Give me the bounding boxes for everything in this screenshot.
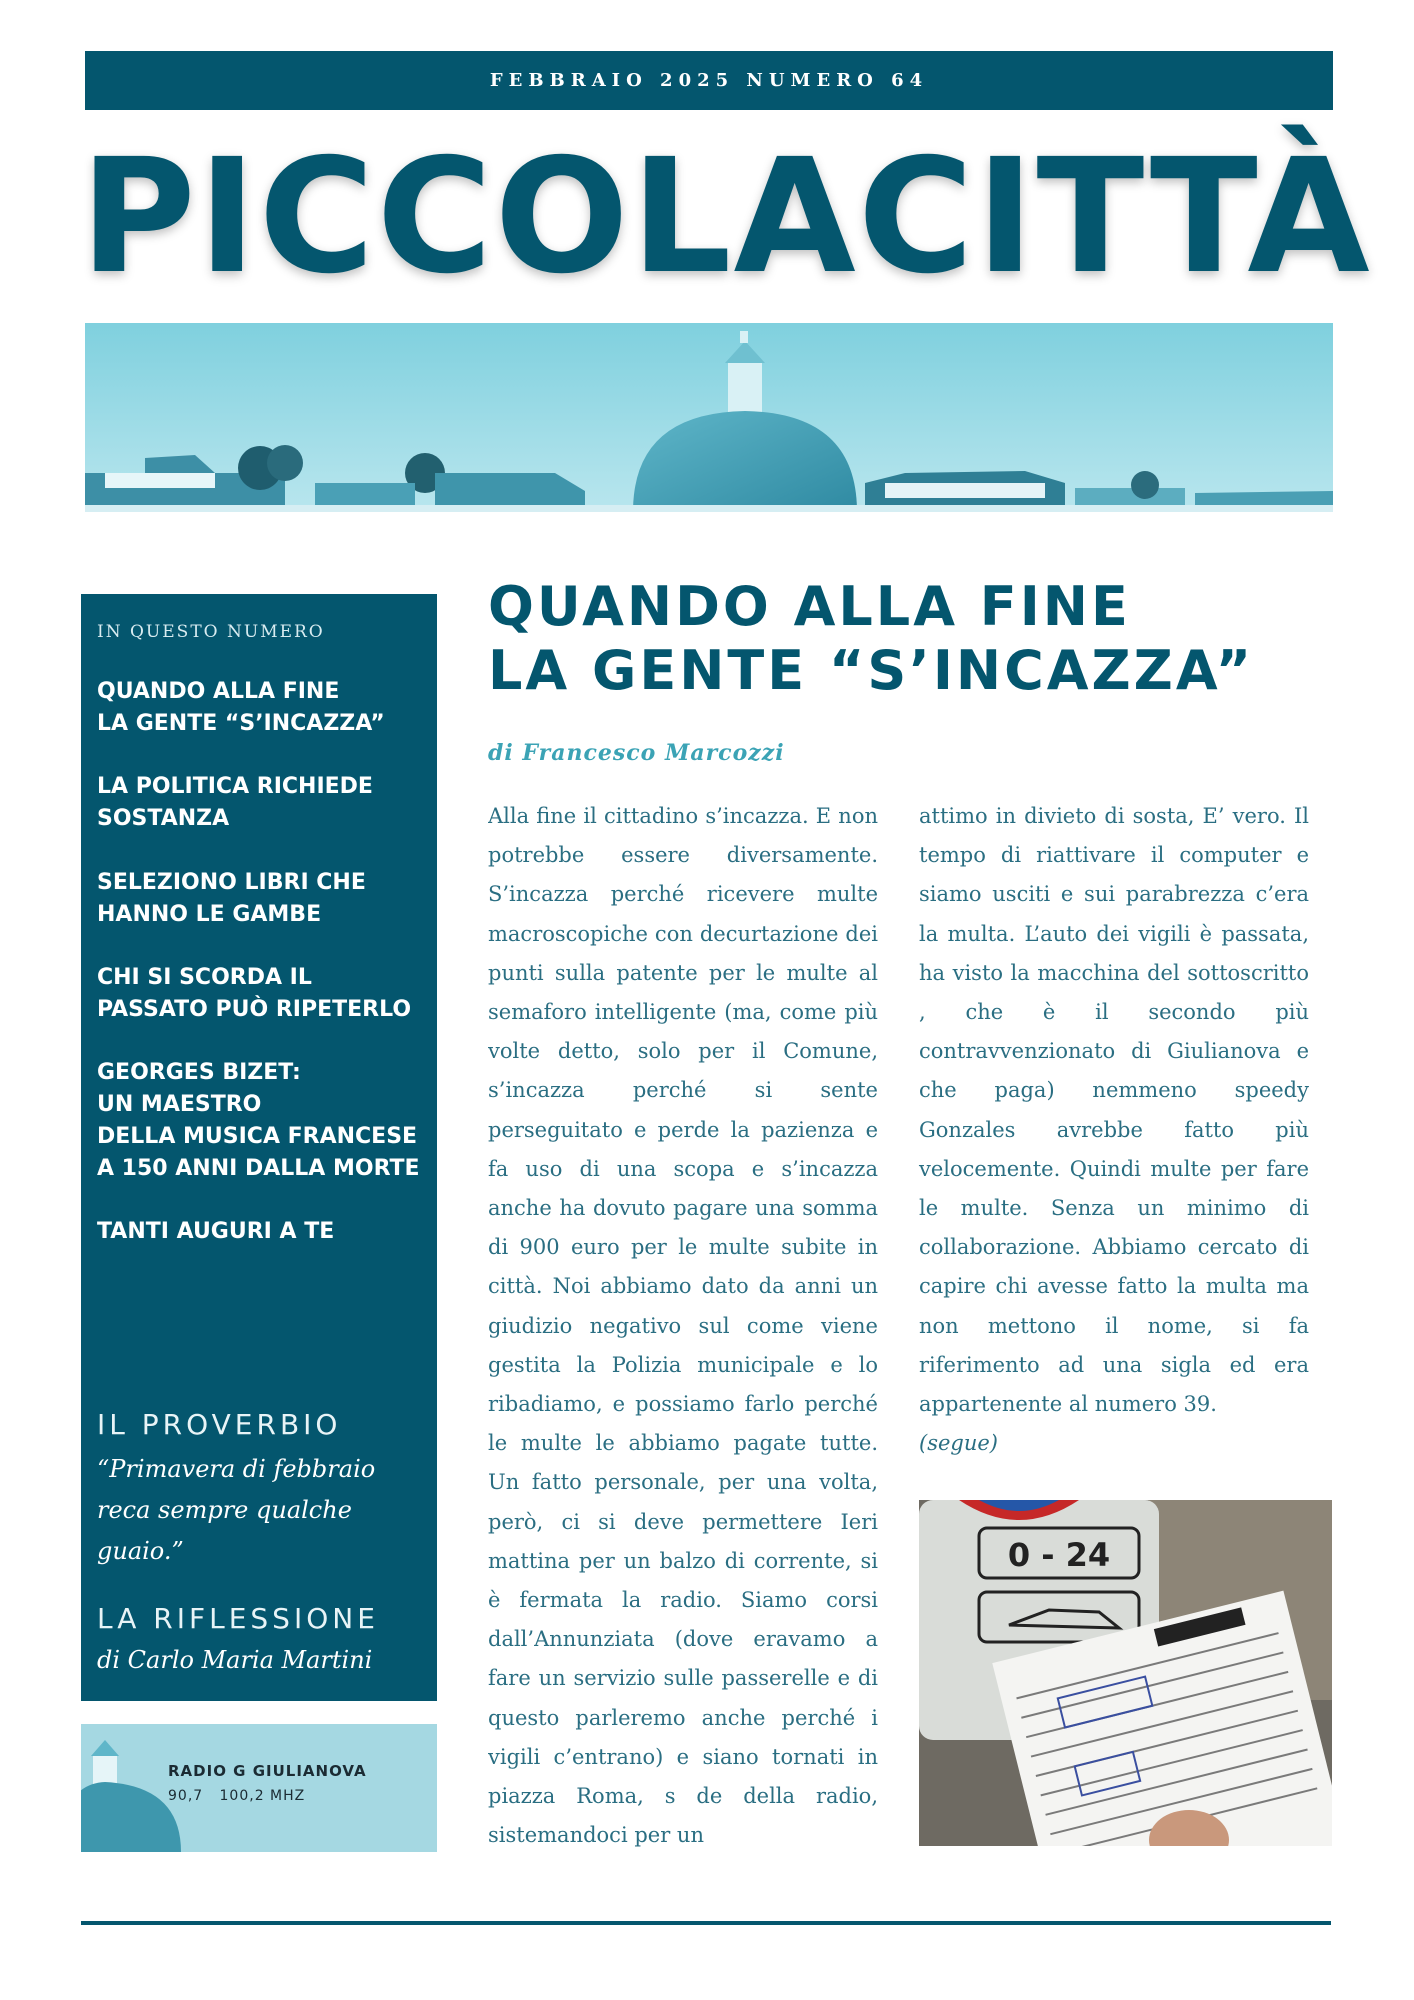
toc-item[interactable]: SELEZIONO LIBRI CHE HANNO LE GAMBE xyxy=(97,870,366,927)
toc-item[interactable]: TANTI AUGURI A TE xyxy=(97,1219,335,1244)
radio-ad xyxy=(81,1724,437,1852)
continues-label: (segue) xyxy=(919,1431,998,1456)
issue-bar xyxy=(85,51,1333,110)
issue-line: FEBBRAIO 2025 NUMERO 64 xyxy=(489,70,929,91)
radio-frequencies: 90,7 100,2 MHZ xyxy=(168,1788,306,1804)
toc-item[interactable]: LA POLITICA RICHIEDE SOSTANZA xyxy=(97,774,373,831)
dome-skyline-picture xyxy=(85,323,1333,512)
riflessione-author: di Carlo Maria Martini xyxy=(97,1646,373,1674)
toc-item[interactable]: CHI SI SCORDA IL PASSATO PUÒ RIPETERLO xyxy=(97,965,412,1022)
footer-divider xyxy=(81,1921,1331,1925)
sidebar-section-label: IN QUESTO NUMERO xyxy=(97,622,325,642)
article-column-left: Alla fine il cittadino s’incazza. E non potrebbe essere diversamente. S’incazza perché ricevere multe macroscopiche con decurtazione dei punti sulla patente per le multe al semaforo intelligente (ma, come più volte detto, solo per il Comune, s’incazza perché si sente perseguitato e perde la pazienza e fa uso di una scopa e s’incazza anche ha dovuto pagare una somma di 900 euro per le multe subite in città. Noi abbiamo dato da anni un giudizio negativo sul come viene gestita la Polizia municipale e lo ribadiamo, e possiamo farlo perché le multe le abbiamo pagate tutte. Un fatto personale, per una volta, però, ci si deve permettere Ieri mattina per un balzo di corrente, si è fermata la radio. Siamo corsi dall’Annunziata (dove eravamo a fare un servizio sulle passerelle e di questo parleremo anche perché i vigili c’entrano) e siano tornati in piazza Roma, s de della radio, sistemandoci per un xyxy=(488,804,878,1848)
riflessione-heading: LA RIFLESSIONE xyxy=(97,1602,379,1635)
banner-image xyxy=(85,323,1333,512)
toc-item[interactable]: QUANDO ALLA FINE LA GENTE “S’INCAZZA” xyxy=(97,679,385,736)
parking-ticket-photo xyxy=(919,1500,1332,1846)
article-photo xyxy=(919,1500,1332,1846)
sign-text: 0 - 24 xyxy=(1007,1536,1111,1574)
proverbio-text: “Primavera di febbraio reca sempre qualche guaio.” xyxy=(97,1455,376,1565)
radio-name: RADIO G GIULIANOVA xyxy=(168,1762,367,1780)
article-byline: di Francesco Marcozzi xyxy=(488,740,785,766)
proverbio-heading: IL PROVERBIO xyxy=(97,1408,342,1441)
sidebar-contents xyxy=(81,594,437,1701)
article-column-right-text: attimo in divieto di sosta, E’ vero. Il tempo di riattivare il computer e siamo usciti e sui parabrezza c’era la multa. L’auto dei vigili è passata, ha visto la macchina del sottoscritto , che è il secondo più contravvenzionato di Giulianova e che paga) nemmeno speedy Gonzales avrebbe fatto più velocemente. Quindi multe per fare le multe. Senza un minimo di collaborazione. Abbiamo cercato di capire chi avesse fatto la multa ma non mettono il nome, si fa riferimento ad una sigla ed era appartenente al numero 39. xyxy=(919,804,1309,1417)
article-column-right xyxy=(919,797,1309,1463)
toc-item[interactable]: GEORGES BIZET: UN MAESTRO DELLA MUSICA FRANCESE A 150 ANNI DALLA MORTE xyxy=(97,1060,420,1181)
article-title: QUANDO ALLA FINE LA GENTE “S’INCAZZA” xyxy=(488,575,1255,702)
masthead-title: PICCOLACITTÀ xyxy=(80,125,1372,309)
